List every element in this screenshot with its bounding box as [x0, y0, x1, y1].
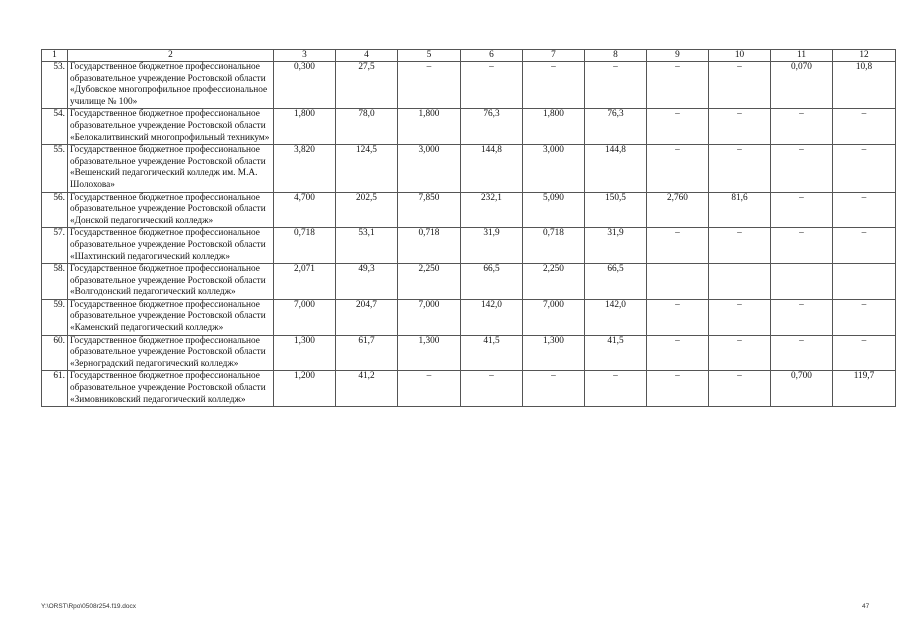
- value-cell: 78,0: [336, 109, 398, 145]
- value-cell: 76,3: [461, 109, 523, 145]
- column-header: 12: [833, 50, 896, 62]
- column-header: 6: [461, 50, 523, 62]
- table-row: [42, 109, 896, 145]
- row-number: 56.: [42, 192, 68, 228]
- value-cell: –: [709, 109, 771, 145]
- value-cell: 3,000: [523, 145, 585, 192]
- value-cell: –: [709, 62, 771, 109]
- value-cell: [833, 264, 896, 300]
- value-cell: 7,850: [398, 192, 461, 228]
- value-cell: –: [771, 192, 833, 228]
- value-cell: 144,8: [585, 145, 647, 192]
- value-cell: –: [398, 371, 461, 407]
- value-cell: 0,300: [274, 62, 336, 109]
- column-header: 3: [274, 50, 336, 62]
- table-row: [42, 299, 896, 335]
- value-cell: –: [709, 228, 771, 264]
- value-cell: –: [585, 371, 647, 407]
- table-row: [42, 264, 896, 300]
- value-cell: –: [833, 299, 896, 335]
- value-cell: 2,760: [647, 192, 709, 228]
- value-cell: –: [647, 299, 709, 335]
- value-cell: –: [647, 62, 709, 109]
- row-number: 53.: [42, 62, 68, 109]
- row-number: 55.: [42, 145, 68, 192]
- institution-name: Государственное бюджетное профессиональное образовательное учреждение Ростовской области «Вешенский педагогический колледж им. М.А. Шолохова»: [68, 145, 274, 192]
- value-cell: 2,071: [274, 264, 336, 300]
- value-cell: –: [771, 109, 833, 145]
- table-row: [42, 228, 896, 264]
- table-row: [42, 145, 896, 192]
- value-cell: 4,700: [274, 192, 336, 228]
- institution-name: Государственное бюджетное профессиональное образовательное учреждение Ростовской области «Зерноградский педагогический колледж»: [68, 335, 274, 371]
- table-row: [42, 192, 896, 228]
- value-cell: –: [709, 371, 771, 407]
- value-cell: 31,9: [585, 228, 647, 264]
- value-cell: 5,090: [523, 192, 585, 228]
- value-cell: 7,000: [274, 299, 336, 335]
- table-row: [42, 371, 896, 407]
- value-cell: 124,5: [336, 145, 398, 192]
- value-cell: 2,250: [523, 264, 585, 300]
- value-cell: 61,7: [336, 335, 398, 371]
- value-cell: 0,718: [523, 228, 585, 264]
- value-cell: 31,9: [461, 228, 523, 264]
- value-cell: 66,5: [461, 264, 523, 300]
- value-cell: 2,250: [398, 264, 461, 300]
- value-cell: 41,5: [461, 335, 523, 371]
- value-cell: 41,5: [585, 335, 647, 371]
- value-cell: –: [461, 371, 523, 407]
- table-row: [42, 62, 896, 109]
- value-cell: –: [647, 335, 709, 371]
- value-cell: 1,300: [398, 335, 461, 371]
- value-cell: –: [461, 62, 523, 109]
- value-cell: –: [585, 62, 647, 109]
- value-cell: –: [709, 299, 771, 335]
- value-cell: 204,7: [336, 299, 398, 335]
- value-cell: 142,0: [585, 299, 647, 335]
- institution-name: Государственное бюджетное профессиональное образовательное учреждение Ростовской области «Дубовское многопрофильное профессиональное училище № 100»: [68, 62, 274, 109]
- value-cell: 232,1: [461, 192, 523, 228]
- value-cell: –: [523, 371, 585, 407]
- value-cell: 1,200: [274, 371, 336, 407]
- value-cell: –: [771, 145, 833, 192]
- row-number: 58.: [42, 264, 68, 300]
- value-cell: 27,5: [336, 62, 398, 109]
- column-header: 10: [709, 50, 771, 62]
- value-cell: 1,800: [398, 109, 461, 145]
- column-header: 7: [523, 50, 585, 62]
- institution-name: Государственное бюджетное профессиональное образовательное учреждение Ростовской области «Каменский педагогический колледж»: [68, 299, 274, 335]
- value-cell: 53,1: [336, 228, 398, 264]
- institution-name: Государственное бюджетное профессиональное образовательное учреждение Ростовской области «Донской педагогический колледж»: [68, 192, 274, 228]
- value-cell: [647, 264, 709, 300]
- row-number: 57.: [42, 228, 68, 264]
- value-cell: 202,5: [336, 192, 398, 228]
- value-cell: –: [771, 228, 833, 264]
- value-cell: –: [771, 335, 833, 371]
- data-table: [41, 49, 896, 407]
- table-row: [42, 335, 896, 371]
- row-number: 54.: [42, 109, 68, 145]
- value-cell: –: [647, 145, 709, 192]
- value-cell: –: [833, 335, 896, 371]
- value-cell: 41,2: [336, 371, 398, 407]
- value-cell: 7,000: [398, 299, 461, 335]
- column-header: 4: [336, 50, 398, 62]
- value-cell: 7,000: [523, 299, 585, 335]
- value-cell: 1,800: [274, 109, 336, 145]
- row-number: 59.: [42, 299, 68, 335]
- value-cell: –: [833, 145, 896, 192]
- header-row: [42, 50, 896, 62]
- value-cell: 81,6: [709, 192, 771, 228]
- institution-name: Государственное бюджетное профессиональное образовательное учреждение Ростовской области «Шахтинский педагогический колледж»: [68, 228, 274, 264]
- value-cell: –: [523, 62, 585, 109]
- column-header: 1: [42, 50, 68, 62]
- value-cell: 1,300: [274, 335, 336, 371]
- value-cell: [709, 264, 771, 300]
- row-number: 61.: [42, 371, 68, 407]
- value-cell: –: [709, 335, 771, 371]
- value-cell: –: [709, 145, 771, 192]
- value-cell: 0,700: [771, 371, 833, 407]
- value-cell: –: [833, 109, 896, 145]
- value-cell: 10,8: [833, 62, 896, 109]
- value-cell: –: [771, 299, 833, 335]
- column-header: 5: [398, 50, 461, 62]
- value-cell: 142,0: [461, 299, 523, 335]
- value-cell: 76,3: [585, 109, 647, 145]
- column-header: 8: [585, 50, 647, 62]
- value-cell: 49,3: [336, 264, 398, 300]
- value-cell: 144,8: [461, 145, 523, 192]
- value-cell: [771, 264, 833, 300]
- value-cell: 3,820: [274, 145, 336, 192]
- value-cell: –: [647, 228, 709, 264]
- value-cell: 150,5: [585, 192, 647, 228]
- value-cell: 0,718: [274, 228, 336, 264]
- column-header: 2: [68, 50, 274, 62]
- value-cell: –: [833, 192, 896, 228]
- page-number: 47: [862, 603, 870, 610]
- value-cell: 66,5: [585, 264, 647, 300]
- row-number: 60.: [42, 335, 68, 371]
- value-cell: –: [647, 109, 709, 145]
- column-header: 9: [647, 50, 709, 62]
- value-cell: 1,300: [523, 335, 585, 371]
- file-path: Y:\ORST\Rpo\0508r254.f19.docx: [41, 603, 137, 610]
- value-cell: 0,070: [771, 62, 833, 109]
- value-cell: 119,7: [833, 371, 896, 407]
- value-cell: –: [833, 228, 896, 264]
- institution-name: Государственное бюджетное профессиональное образовательное учреждение Ростовской области «Зимовниковский педагогический колледж»: [68, 371, 274, 407]
- value-cell: 3,000: [398, 145, 461, 192]
- value-cell: –: [398, 62, 461, 109]
- value-cell: –: [647, 371, 709, 407]
- value-cell: 0,718: [398, 228, 461, 264]
- value-cell: 1,800: [523, 109, 585, 145]
- institution-name: Государственное бюджетное профессиональное образовательное учреждение Ростовской области «Белокалитвинский многопрофильный техникум»: [68, 109, 274, 145]
- institution-name: Государственное бюджетное профессиональное образовательное учреждение Ростовской области «Волгодонский педагогический колледж»: [68, 264, 274, 300]
- column-header: 11: [771, 50, 833, 62]
